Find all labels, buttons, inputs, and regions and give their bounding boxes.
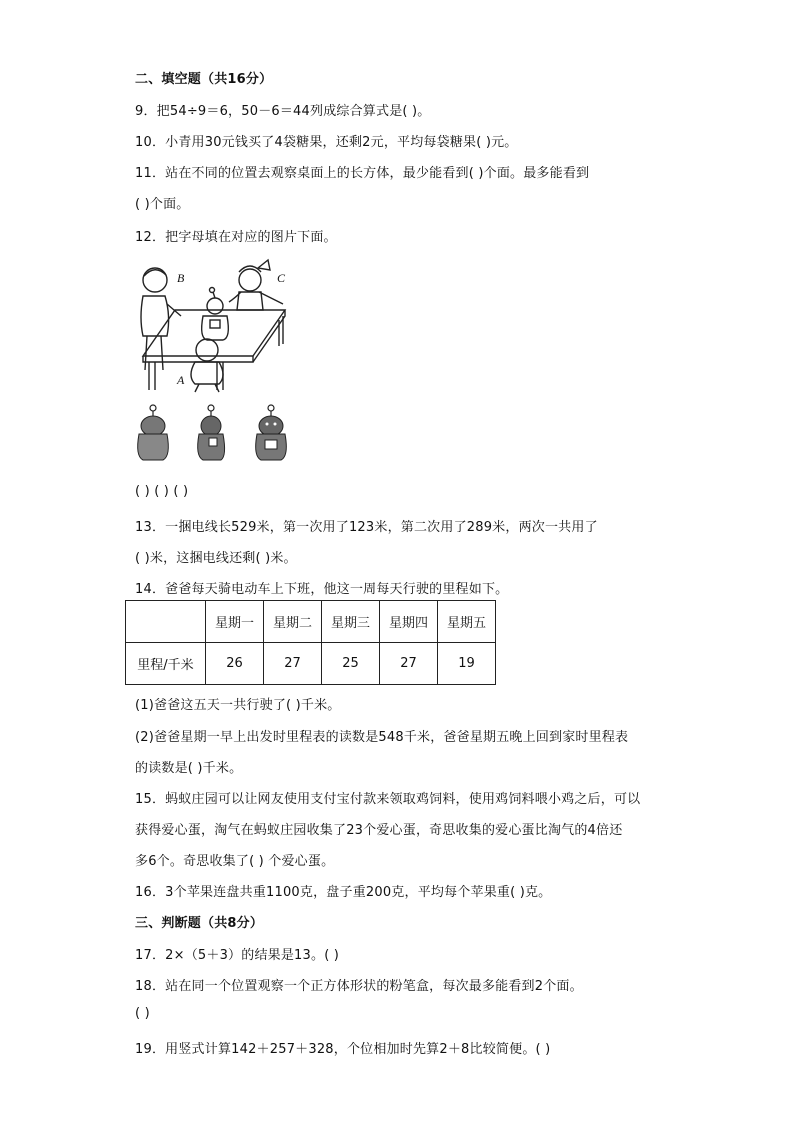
question-12: 12．把字母填在对应的图片下面。 [135, 230, 337, 245]
question-18-line1: 18．站在同一个位置观察一个正方体形状的粉笔盒，每次最多能看到2个面。 [135, 979, 583, 994]
toy-view-back [138, 405, 169, 460]
table-row [126, 643, 496, 685]
label-c: C [277, 271, 286, 285]
girl-figure [229, 260, 283, 310]
question-19: 19．用竖式计算142＋257＋328，个位相加时先算2＋8比较简便。( ) [135, 1042, 551, 1057]
table-header-cell: 星期四 [380, 601, 438, 643]
question-16: 16．3个苹果连盘共重1100克，盘子重200克，平均每个苹果重( )克。 [135, 885, 552, 900]
question-14-2-line2: 的读数是( )千米。 [135, 761, 243, 776]
girl-a-figure [191, 339, 223, 392]
question-11-line1: 11．站在不同的位置去观察桌面上的长方体，最少能看到( )个面。最多能看到 [135, 166, 590, 181]
table-corner-cell [126, 601, 206, 643]
table-cell: 27 [380, 643, 438, 685]
table-header-cell: 星期一 [206, 601, 264, 643]
boy-figure [141, 268, 181, 370]
table-header-cell: 星期三 [322, 601, 380, 643]
table-header-row [126, 601, 496, 643]
question-15-line2: 获得爱心蛋，淘气在蚂蚁庄园收集了23个爱心蛋，奇思收集的爱心蛋比淘气的4倍还 [135, 823, 623, 838]
table-cell: 25 [322, 643, 380, 685]
question-15-line1: 15．蚂蚁庄园可以让网友使用支付宝付款来领取鸡饲料，使用鸡饲料喂小鸡之后，可以 [135, 792, 641, 807]
question-14: 14．爸爸每天骑电动车上下班，他这一周每天行驶的里程如下。 [135, 582, 509, 597]
mileage-table [125, 600, 496, 685]
section2-heading: 二、填空题（共16分） [135, 72, 273, 87]
table-drawing [143, 310, 285, 390]
question-18-line2: ( ) [135, 1006, 150, 1021]
label-a: A [177, 373, 185, 387]
question-15-line3: 多6个。奇思收集了( ) 个爱心蛋。 [135, 854, 335, 869]
question-13-line1: 13．一捆电线长529米，第一次用了123米，第二次用了289米，两次一共用了 [135, 520, 598, 535]
question-9: 9．把54÷9＝6，50－6＝44列成综合算式是( )。 [135, 104, 431, 119]
toy-view-front [256, 405, 287, 460]
question-12-blanks: ( ) ( ) ( ) [135, 484, 189, 499]
toy-view-side [198, 405, 225, 460]
question-14-1: (1)爸爸这五天一共行驶了( )千米。 [135, 698, 341, 713]
toy-figure [202, 288, 229, 341]
question-11-line2: ( )个面。 [135, 197, 190, 212]
question-10: 10．小青用30元钱买了4袋糖果，还剩2元，平均每袋糖果( )元。 [135, 135, 518, 150]
section3-heading: 三、判断题（共8分） [135, 916, 264, 931]
table-cell: 27 [264, 643, 322, 685]
table-observation-illustration [125, 258, 295, 470]
question-13-line2: ( )米，这捆电线还剩( )米。 [135, 551, 297, 566]
question-14-2-line1: (2)爸爸星期一早上出发时里程表的读数是548千米，爸爸星期五晚上回到家时里程表 [135, 730, 629, 745]
table-header-cell: 星期五 [438, 601, 496, 643]
label-b: B [177, 271, 185, 285]
table-row-label: 里程/千米 [126, 643, 206, 685]
table-header-cell: 星期二 [264, 601, 322, 643]
table-cell: 19 [438, 643, 496, 685]
table-cell: 26 [206, 643, 264, 685]
question-17: 17．2×（5＋3）的结果是13。( ) [135, 948, 340, 963]
